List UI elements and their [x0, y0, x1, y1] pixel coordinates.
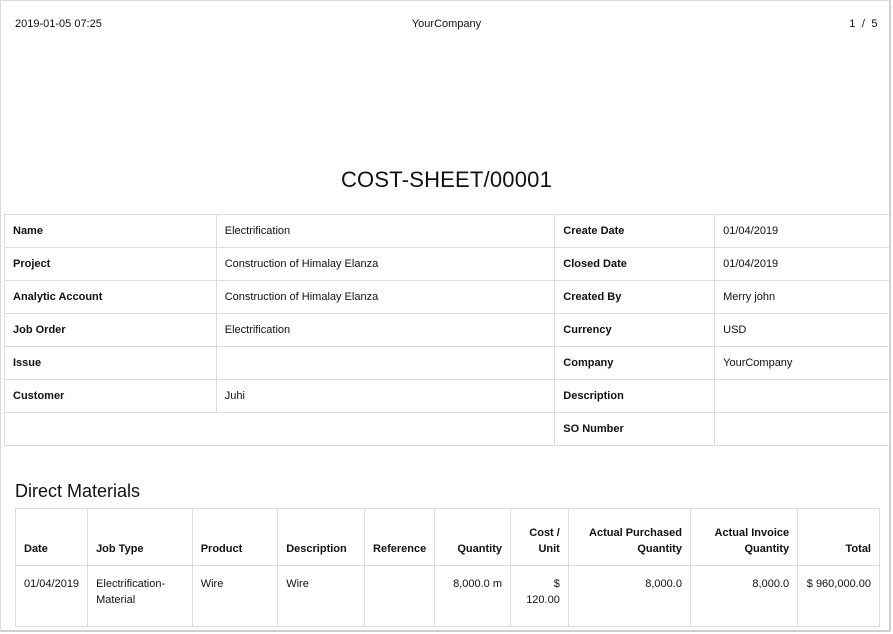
- col-actual-purchased-line2: Quantity: [637, 543, 682, 555]
- page-counter: [849, 18, 878, 30]
- info-value: Juhi: [216, 380, 555, 413]
- info-label: Issue: [5, 347, 217, 380]
- direct-materials-table: [15, 508, 880, 627]
- info-value: [216, 347, 555, 380]
- col-actual-invoice: [690, 509, 797, 566]
- table-header-row: [16, 509, 880, 566]
- info-label: Project: [5, 248, 217, 281]
- cell-job-type-line1: Electrification-: [96, 578, 166, 590]
- col-description: Description: [278, 509, 365, 566]
- info-value: YourCompany: [715, 347, 890, 380]
- cell-quantity: 8,000.0 m: [435, 566, 511, 627]
- cell-total: $ 960,000.00: [798, 566, 880, 627]
- info-empty-cell: [5, 413, 555, 446]
- cell-job-type-line2: Material: [96, 594, 136, 606]
- col-cost-unit-line1: Cost /: [529, 527, 560, 539]
- col-quantity: Quantity: [435, 509, 511, 566]
- info-label: Customer: [5, 380, 217, 413]
- info-value: 01/04/2019: [715, 215, 890, 248]
- info-row: [5, 413, 890, 446]
- cell-description: Wire: [278, 566, 365, 627]
- table-row: [16, 566, 880, 627]
- info-row: [5, 347, 890, 380]
- col-job-type: Job Type: [88, 509, 193, 566]
- cell-date: 01/04/2019: [16, 566, 88, 627]
- print-datetime: 2019-01-05 07:25: [15, 18, 102, 30]
- col-reference: Reference: [365, 509, 435, 566]
- page-current: 1: [849, 18, 856, 30]
- info-label: Name: [5, 215, 217, 248]
- direct-materials-heading: Direct Materials: [15, 481, 141, 501]
- info-value: Construction of Himalay Elanza: [216, 281, 555, 314]
- info-value: [715, 380, 890, 413]
- info-row: [5, 248, 890, 281]
- col-actual-invoice-line1: Actual Invoice: [714, 527, 790, 539]
- info-label: Created By: [555, 281, 715, 314]
- cell-actual-purchased: 8,000.0: [568, 566, 690, 627]
- cell-cost-unit: $ 120.00: [510, 566, 568, 627]
- col-product: Product: [192, 509, 278, 566]
- info-label: Currency: [555, 314, 715, 347]
- info-value: [715, 413, 890, 446]
- info-label: Description: [555, 380, 715, 413]
- info-label: Job Order: [5, 314, 217, 347]
- info-row: [5, 215, 890, 248]
- cell-reference: [365, 566, 435, 627]
- cell-actual-invoice: 8,000.0: [690, 566, 797, 627]
- info-value: 01/04/2019: [715, 248, 890, 281]
- col-actual-purchased: [568, 509, 690, 566]
- info-value: Construction of Himalay Elanza: [216, 248, 555, 281]
- info-value: USD: [715, 314, 890, 347]
- info-label: Closed Date: [555, 248, 715, 281]
- info-label: Analytic Account: [5, 281, 217, 314]
- info-row: [5, 380, 890, 413]
- col-cost-unit: [510, 509, 568, 566]
- page-separator: /: [861, 18, 866, 30]
- col-date: Date: [16, 509, 88, 566]
- info-value: Electrification: [216, 215, 555, 248]
- info-row: [5, 314, 890, 347]
- cell-product: Wire: [192, 566, 278, 627]
- info-value: Merry john: [715, 281, 890, 314]
- info-label: Create Date: [555, 215, 715, 248]
- info-label: Company: [555, 347, 715, 380]
- cell-job-type: [88, 566, 193, 627]
- cost-sheet-info-table: [4, 214, 890, 446]
- info-label: SO Number: [555, 413, 715, 446]
- document-title: COST-SHEET/00001: [340, 167, 553, 192]
- col-actual-purchased-line1: Actual Purchased: [589, 527, 682, 539]
- col-cost-unit-line2: Unit: [538, 543, 560, 555]
- page-total: 5: [871, 18, 878, 30]
- info-row: [5, 281, 890, 314]
- col-total: Total: [798, 509, 880, 566]
- page-header: [0, 18, 893, 34]
- col-actual-invoice-line2: Quantity: [744, 543, 790, 555]
- info-value: Electrification: [216, 314, 555, 347]
- header-company: YourCompany: [411, 18, 482, 30]
